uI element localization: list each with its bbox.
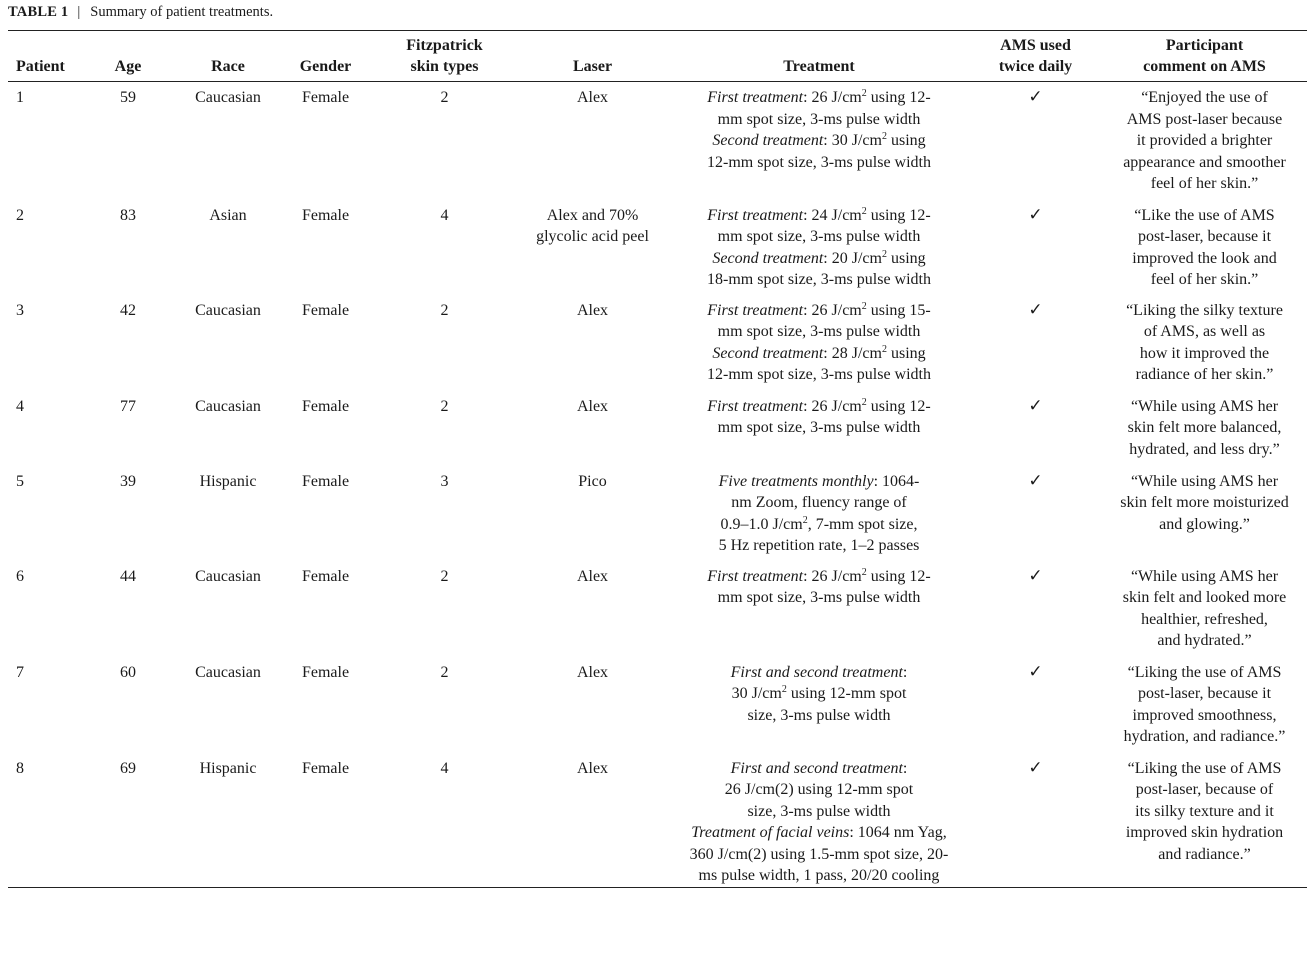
table-title: Summary of patient treatments. xyxy=(90,4,274,20)
comment-line: “Like the use of AMS xyxy=(1134,206,1275,224)
treatment-text: 12-mm spot size, 3-ms pulse width xyxy=(707,366,931,383)
treatment-text: : 28 J/cm xyxy=(823,344,882,362)
treatment-text: 30 J/cm xyxy=(731,685,782,702)
treatment-label: Treatment of facial veins xyxy=(691,824,850,841)
laser-line: Alex xyxy=(576,397,609,415)
patient-cell: 3 xyxy=(16,301,24,319)
comment-line: and radiance.” xyxy=(1158,845,1251,863)
treatment-cell xyxy=(669,753,969,888)
treatment-text: size, 3-ms pulse width xyxy=(747,802,891,820)
treatment-text: using 12- xyxy=(866,89,931,106)
superscript: 2 xyxy=(802,514,808,526)
treatment-line xyxy=(675,758,963,780)
treatment-line xyxy=(675,248,963,270)
fitzpatrick-cell: 2 xyxy=(440,397,449,415)
treatment-text: : 26 J/cm xyxy=(803,397,862,415)
table-row xyxy=(8,82,1307,200)
treatment-text: : 26 J/cm xyxy=(803,89,862,106)
superscript: 2 xyxy=(781,684,787,695)
treatment-text: mm spot size, 3-ms pulse width xyxy=(717,228,921,245)
ams-used-cell xyxy=(969,561,1102,657)
patient-cell: 8 xyxy=(16,759,24,777)
patient-cell: 6 xyxy=(16,567,24,585)
ams-used-cell xyxy=(969,466,1102,561)
fitzpatrick-cell: 2 xyxy=(440,89,449,106)
laser-line: Alex xyxy=(576,301,609,319)
fitzpatrick-cell: 4 xyxy=(440,206,449,224)
treatment-text: : xyxy=(902,759,908,777)
treatment-line xyxy=(675,705,963,727)
ams-used-cell xyxy=(969,295,1102,391)
comment-line: feel of her skin.” xyxy=(1150,271,1259,288)
treatment-label: First treatment xyxy=(707,89,804,106)
gender-cell: Female xyxy=(301,759,350,777)
treatment-label: Second treatment xyxy=(712,132,824,149)
patient-treatments-table xyxy=(8,30,1307,888)
laser-line: Alex xyxy=(576,567,609,585)
comment-line: improved the look and xyxy=(1132,249,1277,267)
laser-cell xyxy=(516,200,669,295)
treatment-text: : 26 J/cm xyxy=(803,301,862,319)
superscript: 2 xyxy=(861,566,867,578)
treatment-text: : 1064 nm Yag, xyxy=(849,824,947,841)
gender-cell: Female xyxy=(301,663,350,681)
treatment-cell xyxy=(669,295,969,391)
comment-line: and glowing.” xyxy=(1159,515,1250,533)
race-cell: Asian xyxy=(209,206,247,224)
treatment-text: ms pulse width, 1 pass, 20/20 cooling xyxy=(698,867,940,884)
fitzpatrick-cell: 2 xyxy=(440,301,449,319)
treatment-text: mm spot size, 3-ms pulse width xyxy=(717,419,921,436)
treatment-cell xyxy=(669,200,969,295)
treatment-line xyxy=(675,321,963,343)
treatment-cell xyxy=(669,657,969,753)
treatment-line xyxy=(675,844,963,866)
laser-cell xyxy=(516,561,669,657)
treatment-line xyxy=(675,87,963,109)
checkmark-icon: ✓ xyxy=(1028,204,1043,225)
comment-cell xyxy=(1102,391,1307,466)
table-row xyxy=(8,295,1307,391)
comment-line: AMS post-laser because xyxy=(1126,110,1283,128)
checkmark-icon: ✓ xyxy=(1028,661,1043,682)
treatment-text: 26 J/cm(2) using 12-mm spot xyxy=(724,781,914,798)
gender-cell: Female xyxy=(301,301,350,319)
ams-used-cell xyxy=(969,391,1102,466)
treatment-line xyxy=(675,566,963,588)
table-caption xyxy=(8,3,273,21)
checkmark-icon: ✓ xyxy=(1028,395,1043,416)
checkmark-icon: ✓ xyxy=(1028,470,1043,491)
treatment-line xyxy=(675,587,963,609)
comment-line: it provided a brighter xyxy=(1136,132,1273,149)
comment-cell xyxy=(1102,561,1307,657)
treatment-label: First treatment xyxy=(707,567,804,585)
header-laser: Laser xyxy=(572,58,613,75)
treatment-line xyxy=(675,535,963,557)
header-patient: Patient xyxy=(16,58,65,75)
treatment-line xyxy=(675,152,963,174)
age-cell: 39 xyxy=(120,472,136,490)
treatment-line xyxy=(675,492,963,514)
superscript: 2 xyxy=(881,343,887,355)
patient-cell: 4 xyxy=(16,397,24,415)
comment-line: skin felt more moisturized xyxy=(1120,494,1289,511)
comment-cell xyxy=(1102,657,1307,753)
comment-line: radiance of her skin.” xyxy=(1135,366,1274,383)
ams-used-cell xyxy=(969,753,1102,888)
treatment-label: Second treatment xyxy=(712,249,824,267)
treatment-line xyxy=(675,683,963,705)
treatment-label: First and second treatment xyxy=(730,759,903,777)
superscript: 2 xyxy=(861,396,867,408)
treatment-text: using 12-mm spot xyxy=(786,685,907,702)
caption-separator: | xyxy=(77,4,81,20)
comment-cell xyxy=(1102,295,1307,391)
superscript: 2 xyxy=(861,205,867,217)
treatment-text: : 24 J/cm xyxy=(803,206,862,224)
treatment-text: mm spot size, 3-ms pulse width xyxy=(717,589,921,606)
treatment-text: using 15- xyxy=(866,301,931,319)
treatment-line xyxy=(675,662,963,684)
comment-line: hydration, and radiance.” xyxy=(1123,728,1286,745)
comment-line: “Liking the use of AMS xyxy=(1127,663,1282,681)
comment-line: how it improved the xyxy=(1139,344,1270,362)
patient-cell: 5 xyxy=(16,472,24,490)
treatment-text: 0.9–1.0 J/cm xyxy=(720,515,803,533)
treatment-text: : 20 J/cm xyxy=(823,249,882,267)
treatment-text: : 26 J/cm xyxy=(803,567,862,585)
superscript: 2 xyxy=(861,300,867,312)
laser-line: Alex xyxy=(576,663,609,681)
header-age: Age xyxy=(114,58,142,75)
comment-line: improved skin hydration xyxy=(1125,824,1284,841)
table-row xyxy=(8,753,1307,888)
header-row xyxy=(8,31,1307,82)
fitzpatrick-cell: 2 xyxy=(440,567,449,585)
comment-line: “Liking the use of AMS xyxy=(1127,759,1282,777)
treatment-line xyxy=(675,471,963,493)
treatment-line xyxy=(675,865,963,887)
comment-line: skin felt and looked more xyxy=(1122,589,1287,606)
gender-cell: Female xyxy=(301,397,350,415)
comment-cell xyxy=(1102,466,1307,561)
checkmark-icon: ✓ xyxy=(1028,565,1043,586)
table-row xyxy=(8,466,1307,561)
treatment-cell xyxy=(669,82,969,200)
comment-line: “While using AMS her xyxy=(1130,397,1279,415)
gender-cell: Female xyxy=(301,472,350,490)
checkmark-icon: ✓ xyxy=(1028,87,1043,107)
treatment-text: 12-mm spot size, 3-ms pulse width xyxy=(707,153,931,171)
patient-cell: 1 xyxy=(16,89,24,106)
laser-line: Alex xyxy=(576,759,609,777)
age-cell: 44 xyxy=(120,567,136,585)
comment-line: of AMS, as well as xyxy=(1143,323,1266,340)
patient-cell: 2 xyxy=(16,206,24,224)
treatment-text: 18-mm spot size, 3-ms pulse width xyxy=(707,271,931,288)
laser-cell xyxy=(516,753,669,888)
comment-cell xyxy=(1102,200,1307,295)
treatment-line xyxy=(675,822,963,844)
treatment-cell xyxy=(669,466,969,561)
comment-line: “While using AMS her xyxy=(1130,472,1279,490)
table-row xyxy=(8,391,1307,466)
fitzpatrick-cell: 2 xyxy=(440,663,449,681)
treatment-cell xyxy=(669,391,969,466)
treatment-line xyxy=(675,130,963,152)
comment-line: skin felt more balanced, xyxy=(1127,419,1282,436)
comment-line: improved smoothness, xyxy=(1132,706,1277,724)
race-cell: Caucasian xyxy=(195,89,261,106)
treatment-line xyxy=(675,205,963,227)
checkmark-icon: ✓ xyxy=(1028,299,1043,320)
comment-line: post-laser, because it xyxy=(1137,685,1272,702)
age-cell: 69 xyxy=(120,759,136,777)
laser-cell xyxy=(516,295,669,391)
header-race: Race xyxy=(211,58,245,75)
header-fitzpatrick: Fitzpatrick skin types xyxy=(406,37,483,75)
header-gender: Gender xyxy=(299,58,352,75)
comment-line: “Enjoyed the use of xyxy=(1141,89,1268,106)
comment-cell xyxy=(1102,753,1307,888)
treatment-text: using xyxy=(886,249,926,267)
header-ams-used: AMS used twice daily xyxy=(998,37,1073,75)
laser-line: Alex and 70% xyxy=(546,206,639,224)
treatment-line xyxy=(675,364,963,386)
race-cell: Caucasian xyxy=(195,397,261,415)
comment-line: “While using AMS her xyxy=(1130,567,1279,585)
superscript: 2 xyxy=(881,248,887,260)
comment-line: hydrated, and less dry.” xyxy=(1129,440,1280,458)
comment-line: appearance and smoother xyxy=(1123,153,1286,171)
treatment-text: size, 3-ms pulse width xyxy=(747,706,891,724)
comment-cell xyxy=(1102,82,1307,200)
header-comment: Participant comment on AMS xyxy=(1143,37,1266,75)
treatment-text: 5 Hz repetition rate, 1–2 passes xyxy=(718,537,920,554)
ams-used-cell xyxy=(969,657,1102,753)
treatment-text: mm spot size, 3-ms pulse width xyxy=(717,110,921,128)
fitzpatrick-cell: 3 xyxy=(440,472,449,490)
race-cell: Hispanic xyxy=(199,472,257,490)
treatment-cell xyxy=(669,561,969,657)
treatment-label: First treatment xyxy=(707,301,804,319)
comment-line: and hydrated.” xyxy=(1157,632,1252,649)
patient-cell: 7 xyxy=(16,663,24,681)
superscript: 2 xyxy=(881,131,887,142)
laser-cell xyxy=(516,466,669,561)
race-cell: Caucasian xyxy=(195,301,261,319)
treatment-text: : 30 J/cm xyxy=(823,132,882,149)
treatment-text: 360 J/cm(2) using 1.5-mm spot size, 20- xyxy=(689,845,949,863)
age-cell: 77 xyxy=(120,397,136,415)
treatment-line xyxy=(675,396,963,418)
treatment-label: Five treatments monthly xyxy=(718,472,874,490)
table-label: TABLE 1 xyxy=(8,4,69,20)
treatment-label: First treatment xyxy=(707,206,804,224)
laser-cell xyxy=(516,82,669,200)
treatment-text: using 12- xyxy=(866,567,931,585)
checkmark-icon: ✓ xyxy=(1028,757,1043,778)
comment-line: its silky texture and it xyxy=(1135,802,1274,820)
treatment-text: using 12- xyxy=(866,397,931,415)
gender-cell: Female xyxy=(301,89,350,106)
age-cell: 60 xyxy=(120,663,136,681)
laser-cell xyxy=(516,391,669,466)
treatment-line xyxy=(675,343,963,365)
treatment-line xyxy=(675,300,963,322)
comment-line: healthier, refreshed, xyxy=(1141,610,1268,628)
laser-line: glycolic acid peel xyxy=(536,228,649,245)
comment-line: post-laser, because it xyxy=(1137,228,1272,245)
comment-line: “Liking the silky texture xyxy=(1126,301,1283,319)
laser-cell xyxy=(516,657,669,753)
treatment-text: using xyxy=(886,132,926,149)
treatment-line xyxy=(675,801,963,823)
treatment-text: : xyxy=(902,663,908,681)
treatment-line xyxy=(675,514,963,536)
treatment-text: : 1064- xyxy=(873,472,920,490)
laser-line: Pico xyxy=(578,472,607,490)
table-row xyxy=(8,200,1307,295)
header-treatment: Treatment xyxy=(783,58,855,75)
age-cell: 59 xyxy=(120,89,136,106)
fitzpatrick-cell: 4 xyxy=(440,759,449,777)
treatment-line xyxy=(675,109,963,131)
treatment-text: using xyxy=(886,344,926,362)
gender-cell: Female xyxy=(301,206,350,224)
race-cell: Caucasian xyxy=(195,567,261,585)
treatment-label: Second treatment xyxy=(712,344,824,362)
treatment-text: mm spot size, 3-ms pulse width xyxy=(717,323,921,340)
laser-line: Alex xyxy=(576,89,609,106)
age-cell: 83 xyxy=(120,206,136,224)
table-row xyxy=(8,657,1307,753)
ams-used-cell xyxy=(969,82,1102,200)
superscript: 2 xyxy=(861,88,867,99)
comment-line: feel of her skin.” xyxy=(1150,175,1259,192)
treatment-label: First treatment xyxy=(707,397,804,415)
table-row xyxy=(8,561,1307,657)
gender-cell: Female xyxy=(301,567,350,585)
treatment-text: , 7-mm spot size, xyxy=(807,515,918,533)
treatment-text: using 12- xyxy=(866,206,931,224)
treatment-line xyxy=(675,417,963,439)
treatment-label: First and second treatment xyxy=(730,663,903,681)
treatment-line xyxy=(675,226,963,248)
treatment-text: nm Zoom, fluency range of xyxy=(731,494,907,511)
comment-line: post-laser, because of xyxy=(1135,781,1274,798)
ams-used-cell xyxy=(969,200,1102,295)
treatment-line xyxy=(675,269,963,291)
race-cell: Hispanic xyxy=(199,759,257,777)
race-cell: Caucasian xyxy=(195,663,261,681)
treatment-line xyxy=(675,779,963,801)
age-cell: 42 xyxy=(120,301,136,319)
